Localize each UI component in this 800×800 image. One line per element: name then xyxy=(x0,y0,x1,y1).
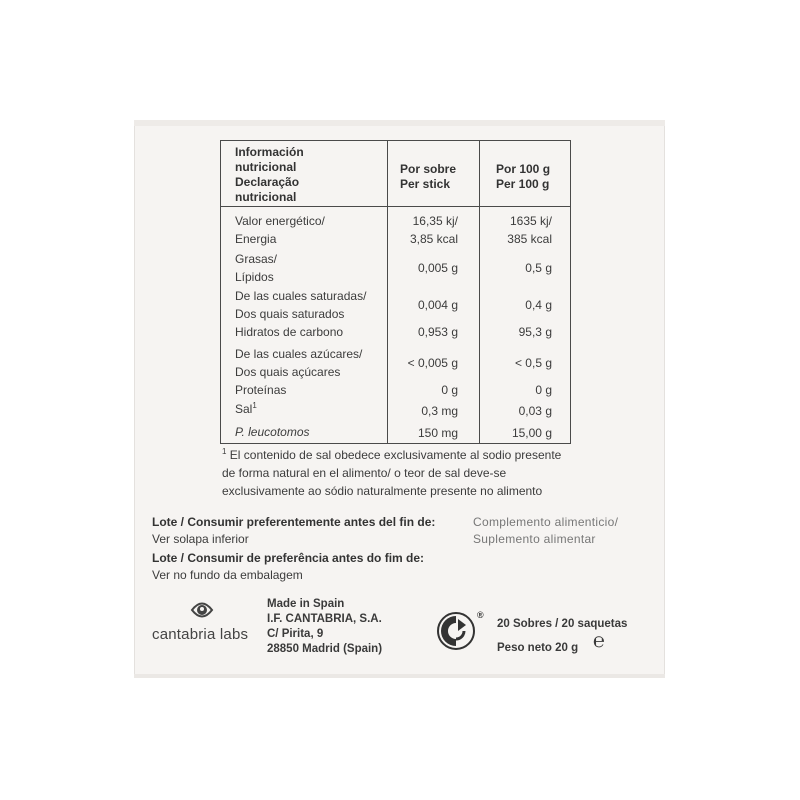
row-value-per-100g: 15,00 g xyxy=(511,426,552,440)
table-col-divider xyxy=(479,141,480,443)
row-label: De las cuales azúcares/ Dos quais açúcares xyxy=(235,347,363,379)
row-label: Grasas/ Lípidos xyxy=(235,252,278,284)
row-label: Hidratos de carbono xyxy=(235,325,344,339)
row-label: Sal$^1$ xyxy=(235,401,257,416)
row-value-per-stick: 150 mg xyxy=(417,426,458,440)
row-value-per-100g: 0,5 g xyxy=(525,261,552,275)
footnote-marker: 1 xyxy=(252,401,257,410)
row-value-per-stick: 0,953 g xyxy=(417,325,458,339)
row-label: De las cuales saturadas/ Dos quais saturados xyxy=(235,289,367,321)
header-col1: Información nutricional Declaração nutricional xyxy=(235,145,304,204)
green-dot-recycle-icon xyxy=(436,611,476,651)
cantabria-eye-icon xyxy=(190,598,214,622)
package-top-edge xyxy=(134,120,665,126)
salt-footnote: $^1$ El contenido de sal obedece exclusivamente al sodio presente de forma natural en el alimento/ o teor de sal deve-se exclusivamente ao sódio naturalmente presente no alimento xyxy=(222,447,562,498)
row-value-per-stick: < 0,005 g xyxy=(407,356,458,370)
row-label: P. leucotomos xyxy=(235,425,310,439)
brand-name: cantabria labs xyxy=(152,626,249,643)
complement-label: Complemento alimenticio/ Suplemento alimentar xyxy=(473,515,619,546)
row-value-per-stick: 0,005 g xyxy=(417,261,458,275)
lote-es: Lote / Consumir preferentemente antes del fin de: Ver solapa inferior xyxy=(152,515,436,546)
row-value-per-100g: 0 g xyxy=(535,383,552,397)
row-value-per-stick: 0 g xyxy=(441,383,458,397)
row-value-per-100g: 0,4 g xyxy=(525,298,552,312)
header-col2: Por sobre Per stick xyxy=(400,162,457,191)
pack-info: 20 Sobres / 20 saquetas Peso neto 20 g xyxy=(497,618,628,654)
row-value-per-stick: 0,004 g xyxy=(417,298,458,312)
row-value-per-100g: 95,3 g xyxy=(518,325,552,339)
estimated-sign-icon: ℮ xyxy=(593,628,606,652)
manufacturer-address: Made in Spain I.F. CANTABRIA, S.A. C/ Pirita, 9 28850 Madrid (Spain) xyxy=(267,598,383,655)
package-bottom-edge xyxy=(134,674,665,678)
row-label: Proteínas xyxy=(235,383,287,397)
row-value-per-100g: < 0,5 g xyxy=(514,356,552,370)
nutrition-table xyxy=(220,140,571,444)
table-header-divider xyxy=(221,206,570,207)
registered-mark: ® xyxy=(477,610,484,620)
row-value-per-100g: 0,03 g xyxy=(518,404,552,418)
row-value-per-stick: 16,35 kj/ 3,85 kcal xyxy=(409,214,458,246)
footnote-marker: 1 xyxy=(222,447,227,456)
header-col3: Por 100 g Per 100 g xyxy=(496,162,551,191)
row-value-per-100g: 1635 kj/ 385 kcal xyxy=(507,214,552,246)
lote-pt: Lote / Consumir de preferência antes do fim de: Ver no fundo da embalagem xyxy=(152,551,425,582)
row-value-per-stick: 0,3 mg xyxy=(421,404,458,418)
table-col-divider xyxy=(387,141,388,443)
row-label: Valor energético/ Energia xyxy=(235,214,325,246)
